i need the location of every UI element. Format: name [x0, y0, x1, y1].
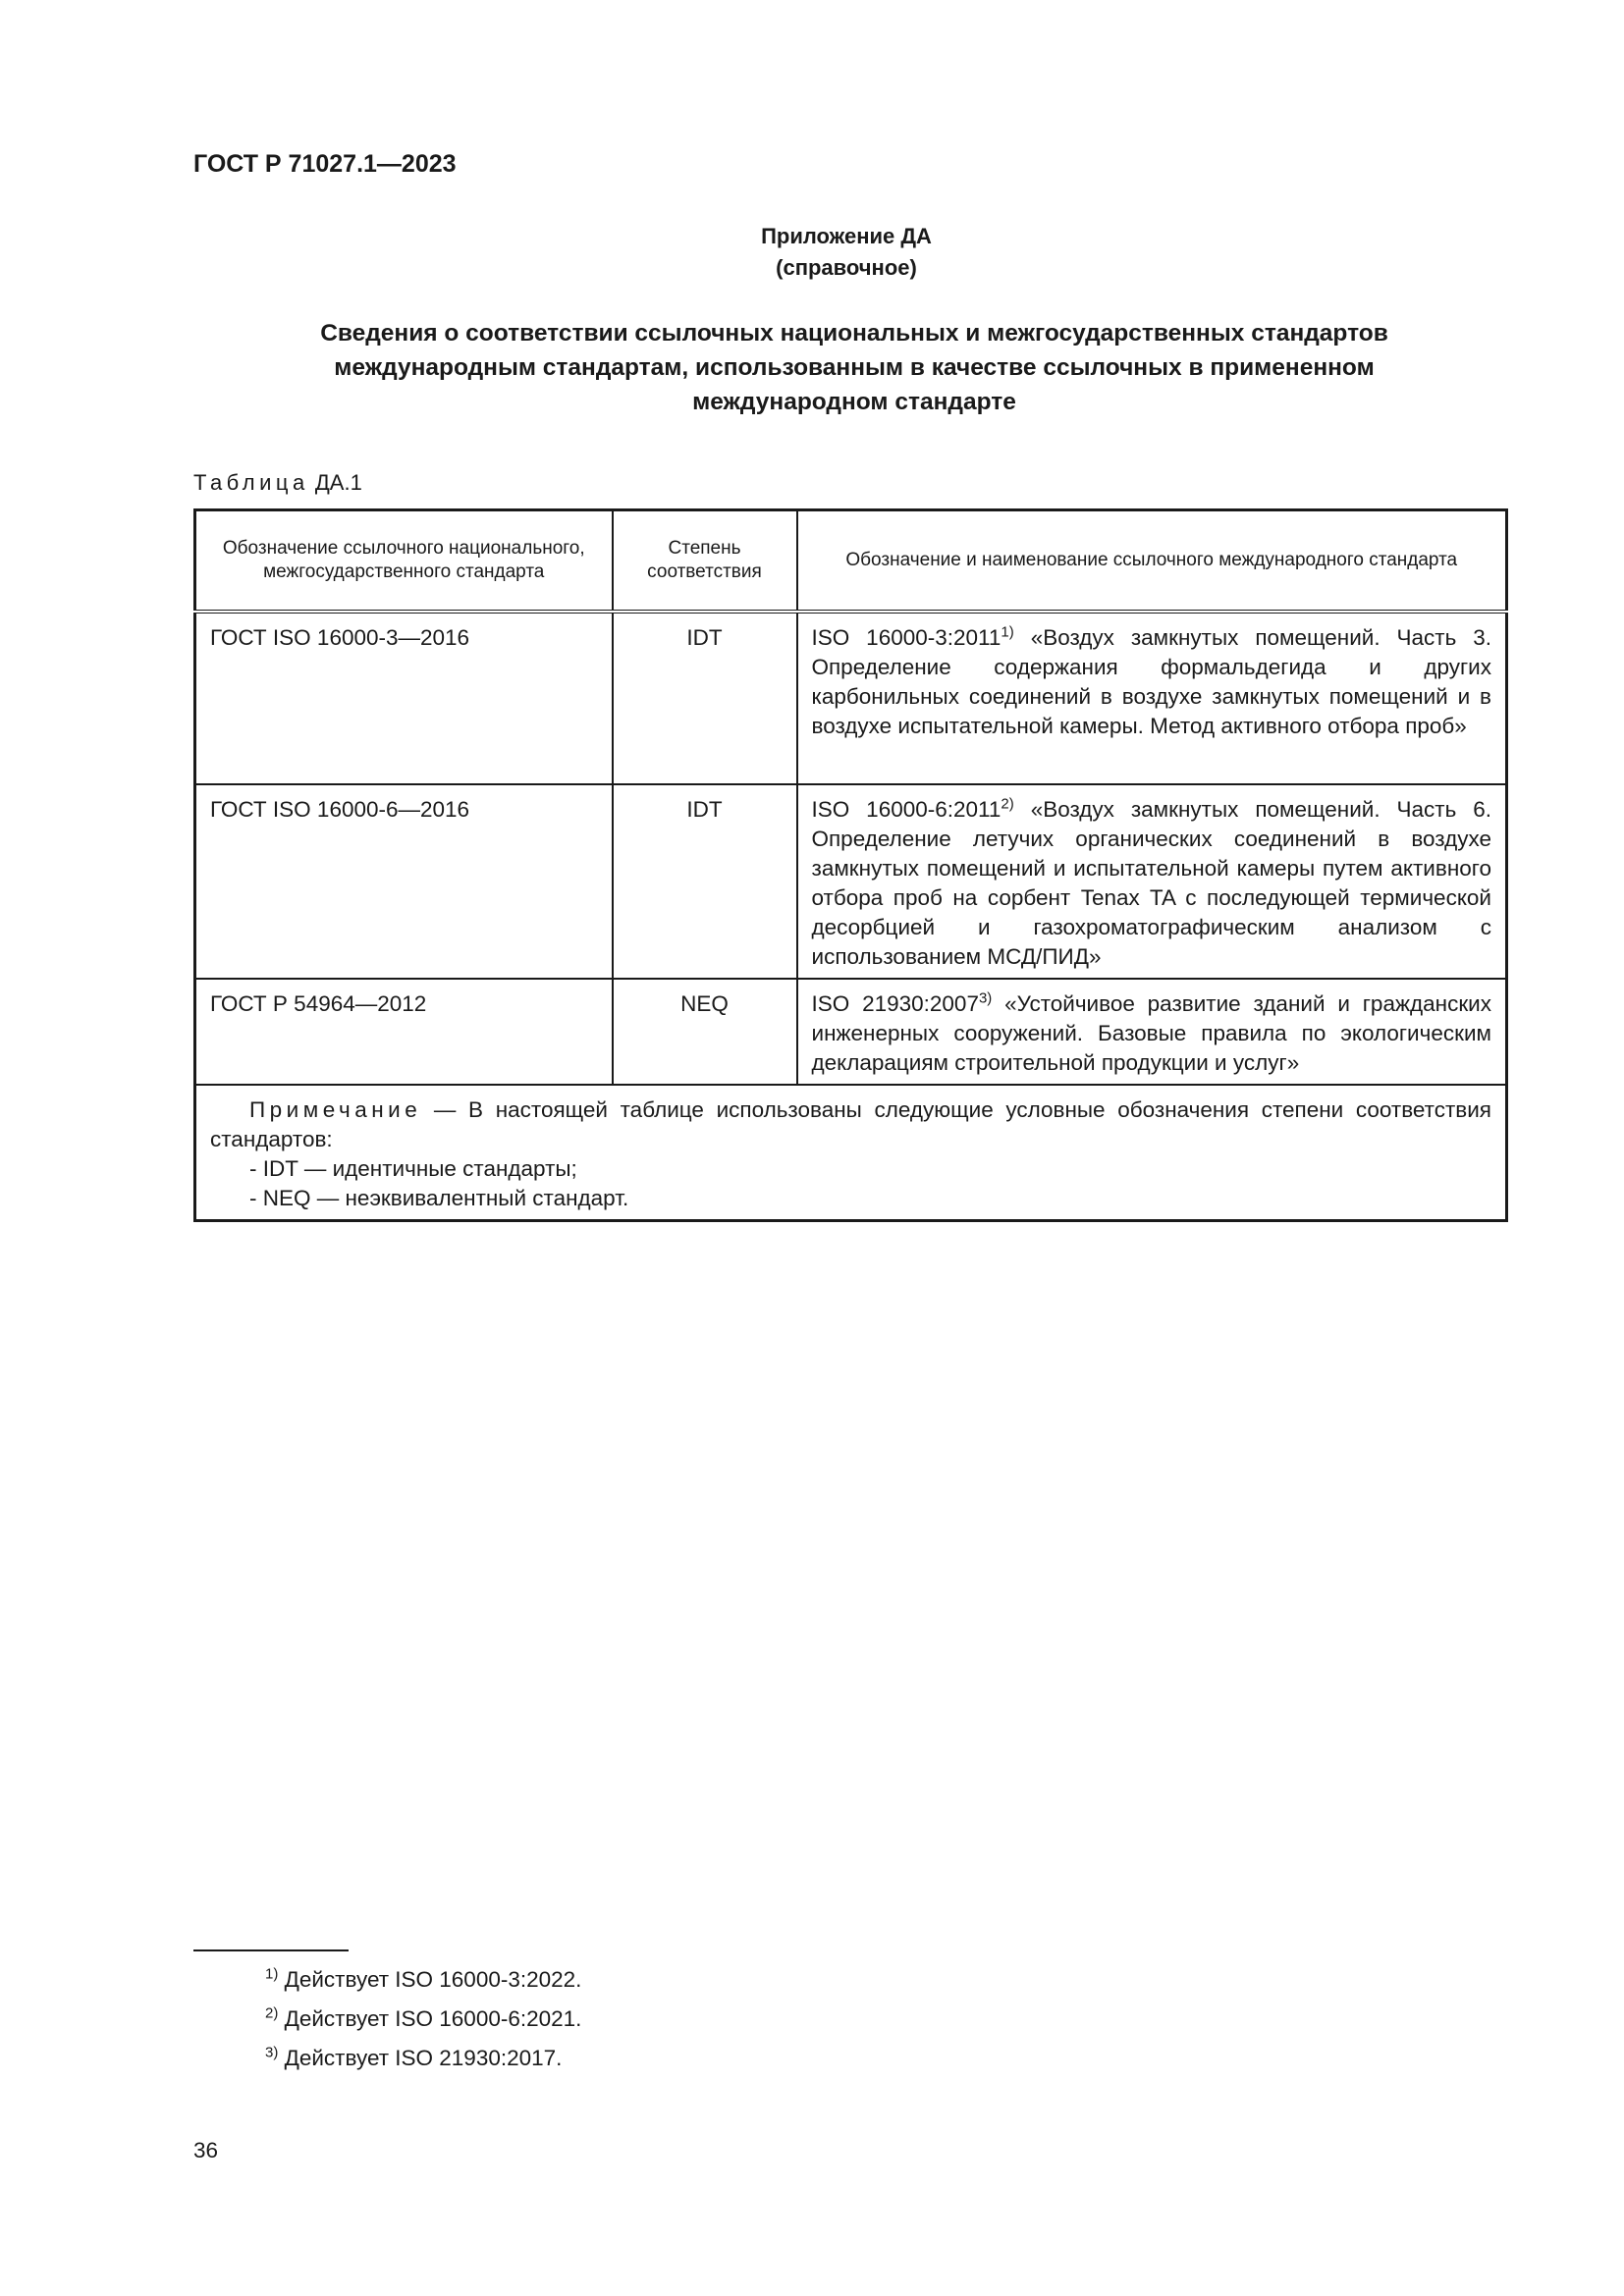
- page-number: 36: [193, 2138, 219, 2163]
- footnote-text: Действует ISO 21930:2017.: [284, 2046, 563, 2070]
- footnote-3: [265, 2046, 562, 2071]
- table-row: [195, 612, 1507, 784]
- document-code: ГОСТ Р 71027.1—2023: [193, 150, 457, 178]
- cell-degree: IDT: [613, 784, 797, 979]
- table-row: [195, 784, 1507, 979]
- reference-table: [193, 508, 1508, 1222]
- table-header-row: [195, 510, 1507, 613]
- footnote-1: [265, 1967, 581, 1993]
- table-note: [195, 1085, 1507, 1221]
- table-label-number: ДА.1: [314, 470, 362, 495]
- footnote-ref: 2): [1001, 795, 1014, 813]
- intl-title: «Устойчивое развитие зданий и гражданских инженерных сооружений. Базовые правила по экологическим декларациям строительной продукции и услуг»: [811, 991, 1491, 1075]
- note-item-idt: - IDT — идентичные стандарты;: [249, 1156, 577, 1181]
- header-international-standard: Обозначение и наименование ссылочного международного стандарта: [797, 510, 1507, 613]
- header-national-standard: Обозначение ссылочного национального, межгосударственного стандарта: [195, 510, 613, 613]
- cell-degree: NEQ: [613, 979, 797, 1085]
- intl-code: ISO 16000-3:2011: [811, 625, 1001, 650]
- table-label: [193, 470, 362, 496]
- table-row: [195, 979, 1507, 1085]
- intl-title: «Воздух замкнутых помещений. Часть 3. Определение содержания формальдегида и других карбонильных соединений в воздухе замкнутых помещений и в воздухе испытательной камеры. Метод активного отбора проб»: [811, 625, 1491, 738]
- cell-national-standard: ГОСТ Р 54964—2012: [195, 979, 613, 1085]
- intl-code: ISO 16000-6:2011: [811, 797, 1001, 822]
- appendix-label: Приложение ДА: [761, 224, 932, 248]
- footnote-ref: 3): [978, 989, 993, 1007]
- cell-national-standard: ГОСТ ISO 16000-6—2016: [195, 784, 613, 979]
- table-label-word: Таблица: [193, 470, 309, 495]
- note-body: — В настоящей таблице использованы следующие условные обозначения степени соответствия стандартов:: [210, 1097, 1491, 1151]
- note-text: [210, 1095, 1491, 1154]
- footnote-ref: 1): [1001, 623, 1014, 641]
- footnote-text: Действует ISO 16000-3:2022.: [284, 1967, 582, 1992]
- footnote-separator: [193, 1949, 349, 1951]
- appendix-title-line-2: международным стандартам, использованным в качестве ссылочных в примененном: [334, 354, 1375, 381]
- cell-international-standard: [797, 784, 1507, 979]
- intl-code: ISO 21930:2007: [811, 991, 979, 1016]
- table-note-row: [195, 1085, 1507, 1221]
- appendix-kind: (справочное): [776, 255, 917, 280]
- intl-title: «Воздух замкнутых помещений. Часть 6. Определение летучих органических соединений в воздухе замкнутых помещений и испытательной камеры путем активного отбора проб на сорбент Tenax TA с последующей термической десорбцией и газохроматографическим анализом с использованием МСД/ПИД»: [811, 797, 1491, 969]
- header-degree: Степень соответствия: [613, 510, 797, 613]
- cell-international-standard: [797, 979, 1507, 1085]
- note-label: Примечание: [249, 1097, 422, 1122]
- footnote-2: [265, 2006, 581, 2032]
- footnote-mark: 1): [265, 1965, 279, 1983]
- footnote-mark: 2): [265, 2004, 279, 2022]
- appendix-title-line-1: Сведения о соответствии ссылочных национальных и межгосударственных стандартов: [320, 320, 1388, 347]
- footnote-mark: 3): [265, 2044, 279, 2061]
- cell-national-standard: ГОСТ ISO 16000-3—2016: [195, 612, 613, 784]
- footnote-text: Действует ISO 16000-6:2021.: [284, 2006, 582, 2031]
- appendix-title-line-3: международном стандарте: [692, 389, 1016, 415]
- cell-international-standard: [797, 612, 1507, 784]
- note-item-neq: - NEQ — неэквивалентный стандарт.: [249, 1186, 629, 1210]
- cell-degree: IDT: [613, 612, 797, 784]
